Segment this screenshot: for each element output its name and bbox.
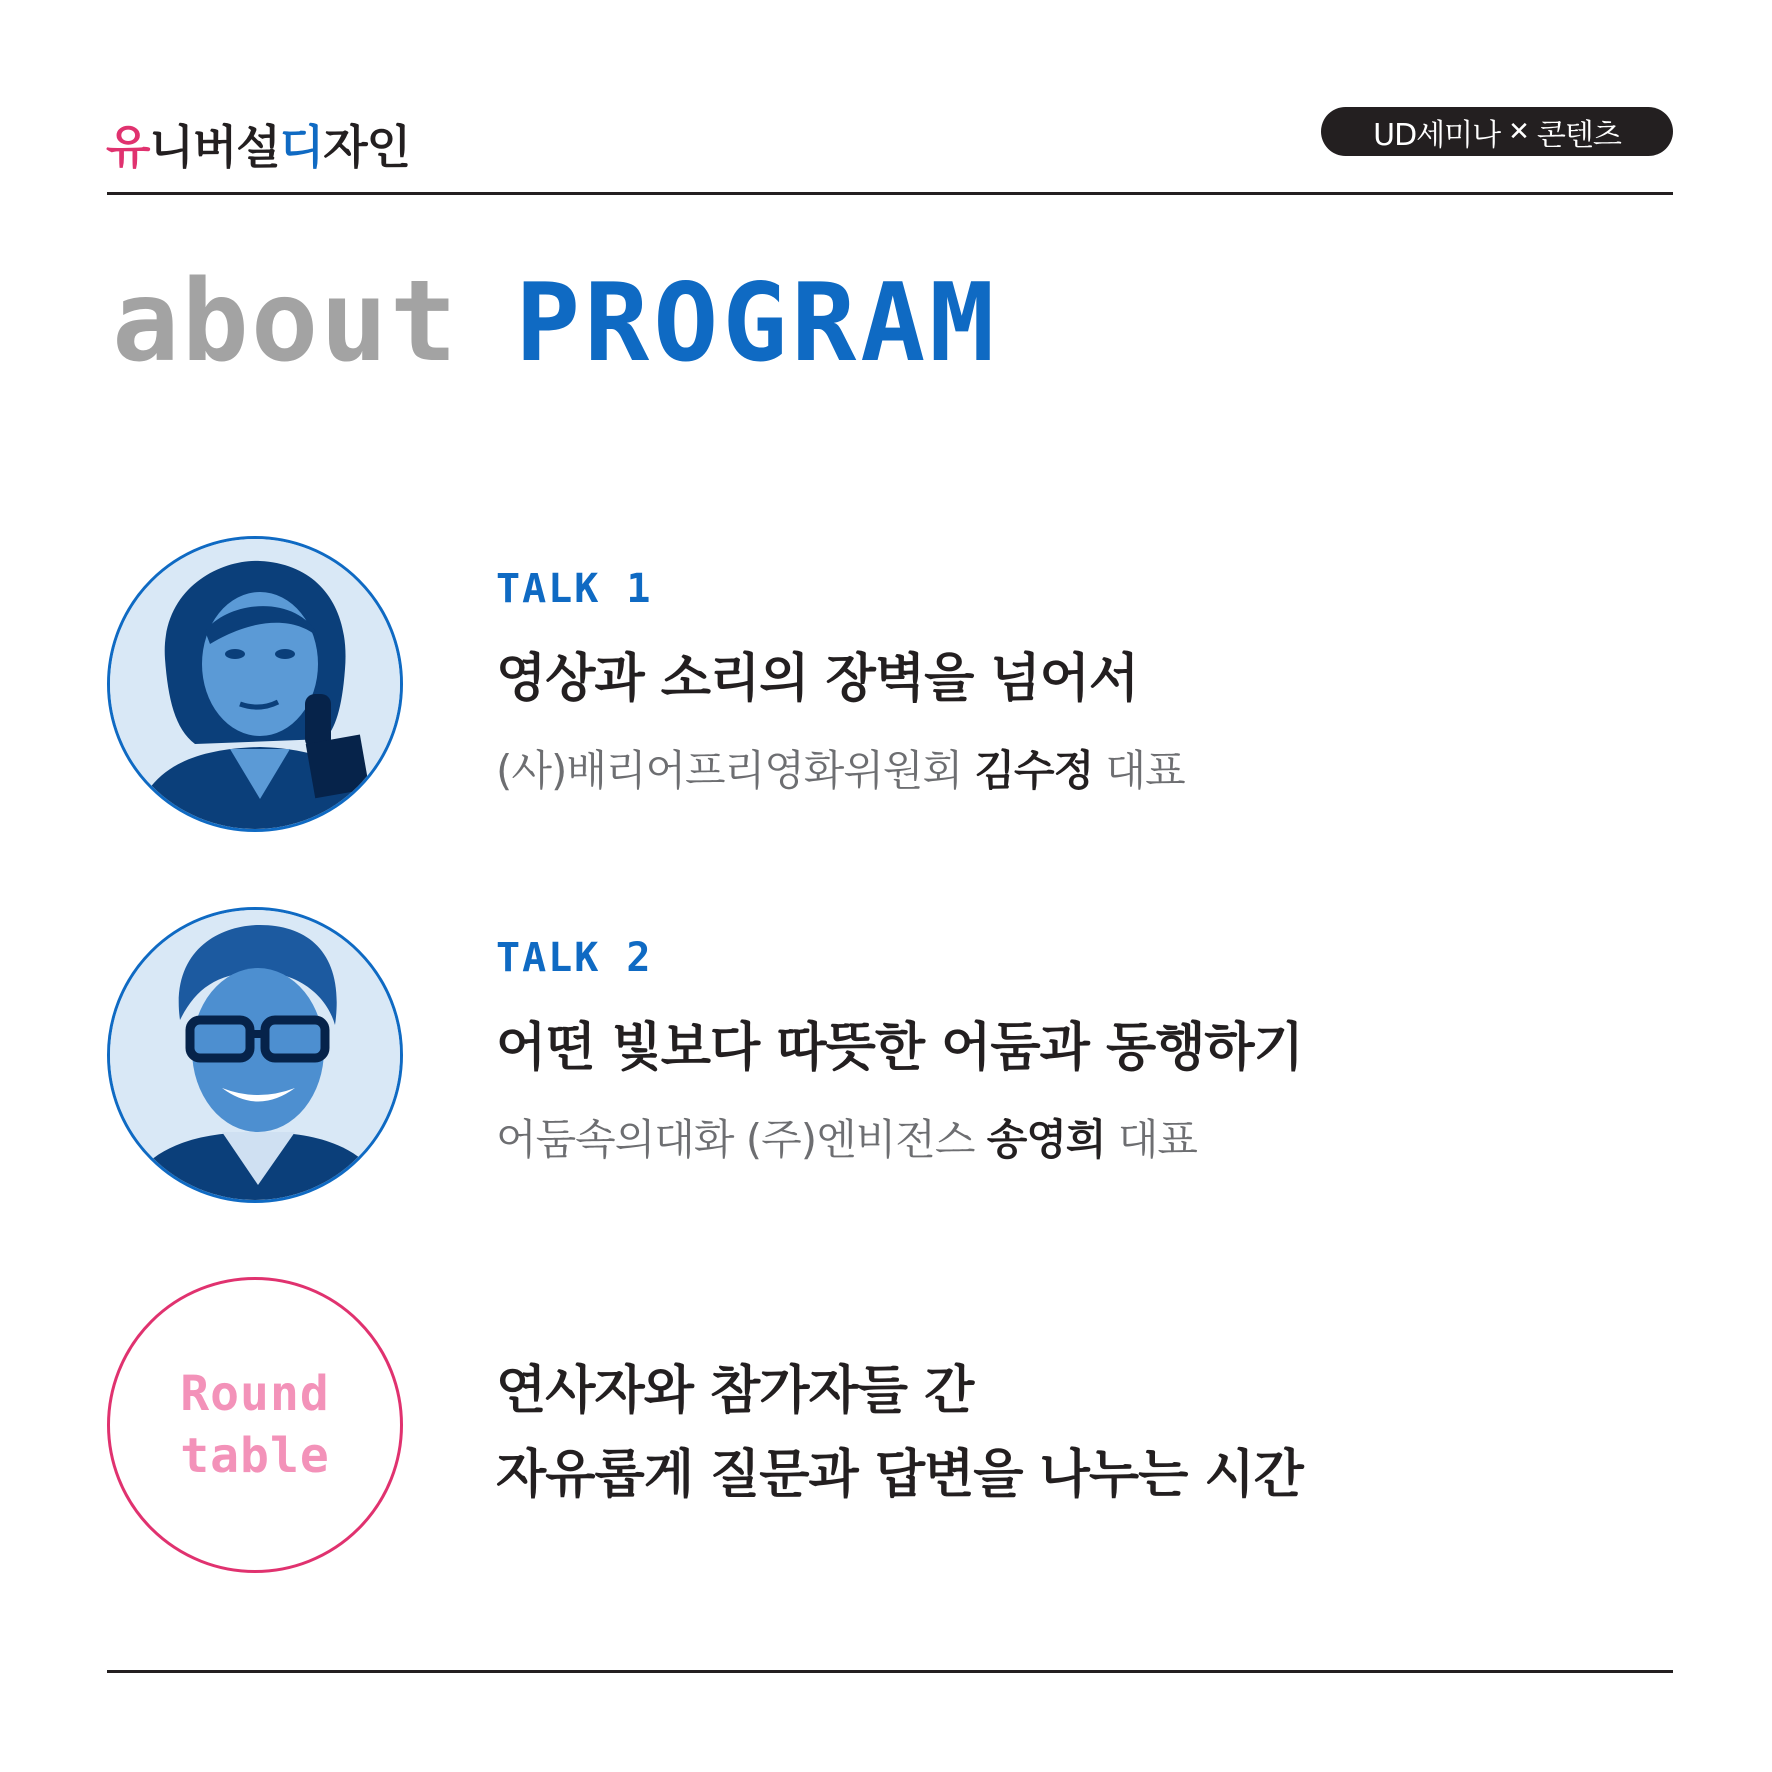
badge-right-label: 콘텐츠 bbox=[1536, 117, 1621, 153]
logo-part-2: 니버설 bbox=[149, 120, 280, 174]
logo-part-1: 유 bbox=[106, 120, 150, 174]
roundtable-word-2: table bbox=[180, 1428, 330, 1484]
talk-2-label: TALK 2 bbox=[496, 935, 653, 981]
brand-logo bbox=[106, 104, 411, 174]
top-divider bbox=[107, 192, 1673, 195]
talk-1-speaker-line bbox=[496, 738, 1185, 798]
talk-2-speaker: 송영희 bbox=[986, 1115, 1106, 1164]
title-about: about bbox=[112, 257, 460, 387]
cross-icon: ✕ bbox=[1508, 116, 1529, 147]
roundtable-word-1: Round bbox=[180, 1365, 330, 1422]
talk-1-org: (사)배리어프리영화위원회 bbox=[496, 746, 963, 795]
talk-1-speaker: 김수정 bbox=[974, 746, 1094, 795]
roundtable-line-1: 연사자와 참가자들 간 bbox=[496, 1361, 974, 1421]
talk-1-role: 대표 bbox=[1105, 746, 1185, 795]
speaker-woman-photo-icon bbox=[110, 539, 400, 829]
speaker-photo-2 bbox=[107, 907, 403, 1203]
roundtable-badge bbox=[107, 1277, 403, 1573]
badge-left-label: UD세미나 bbox=[1373, 117, 1501, 153]
speaker-man-photo-icon bbox=[110, 910, 400, 1200]
bottom-divider bbox=[107, 1670, 1673, 1673]
talk-2-role: 대표 bbox=[1117, 1115, 1198, 1164]
logo-part-4: 자인 bbox=[323, 120, 411, 174]
logo-part-3: 디 bbox=[279, 120, 324, 174]
series-badge bbox=[1321, 107, 1673, 156]
roundtable-line-2: 자유롭게 질문과 답변을 나누는 시간 bbox=[496, 1445, 1303, 1505]
speaker-photo-1 bbox=[107, 536, 403, 832]
page-title bbox=[112, 257, 999, 387]
talk-2-org: 어둠속의대화 (주)엔비전스 bbox=[496, 1115, 975, 1164]
talk-2-speaker-line bbox=[496, 1107, 1197, 1167]
title-program: PROGRAM bbox=[515, 261, 999, 386]
talk-1-label: TALK 1 bbox=[496, 566, 653, 612]
talk-1-title: 영상과 소리의 장벽을 넘어서 bbox=[496, 649, 1139, 709]
talk-2-title: 어떤 빛보다 따뜻한 어둠과 동행하기 bbox=[496, 1018, 1303, 1078]
